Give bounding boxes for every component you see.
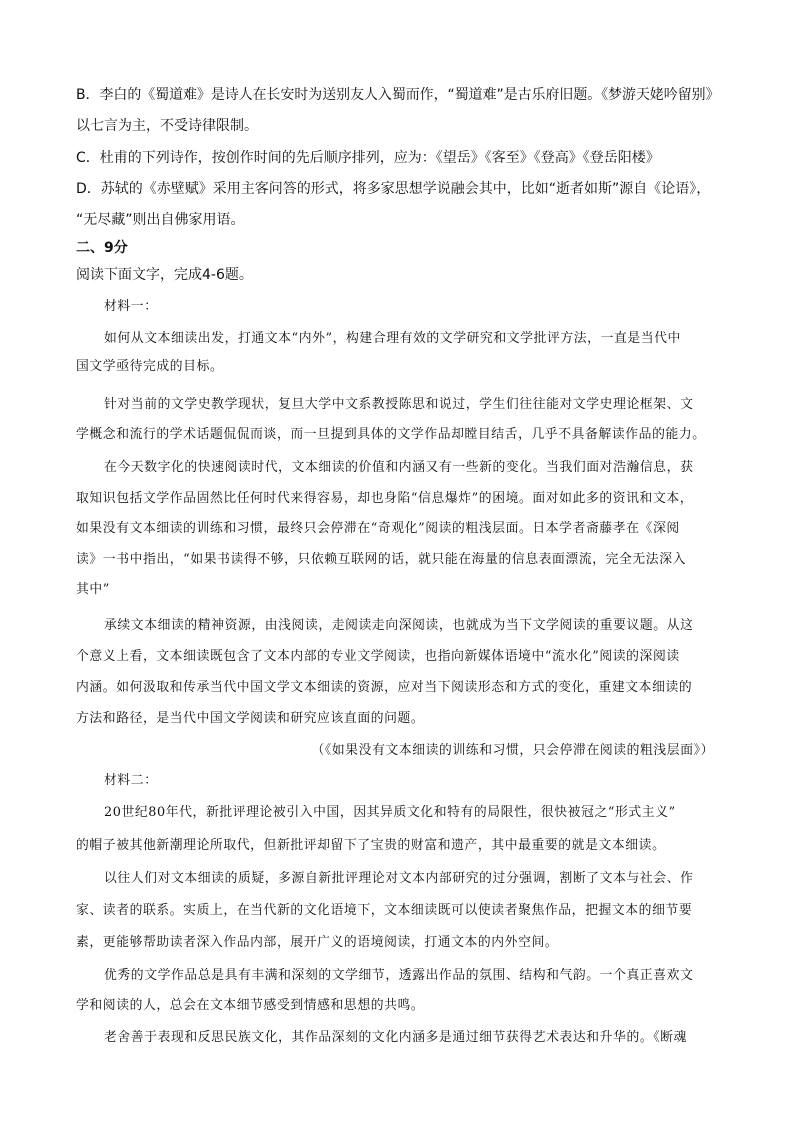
material1-p4-line-1: 承续文本细读的精神资源，由浅阅读，走阅读走向深阅读，也就成为当下文学阅读的重要议题。从这 — [104, 618, 694, 633]
material2-p3-line-1: 优秀的文学作品总是具有丰满和深刻的文学细节，透露出作品的氛围、结构和气韵。一个真正喜欢文 — [104, 968, 694, 983]
material1-p4-line-4: 方法和路径，是当代中国文学阅读和研究应该直面的问题。 — [76, 711, 425, 726]
material2-p3-line-2: 学和阅读的人，总会在文本细节感受到情感和思想的共鸣。 — [76, 998, 425, 1013]
material1-p3-line-4: 读》一书中指出，“如果书读得不够，只依赖互联网的话，就只能在海量的信息表面漂流，完全无法深入 — [76, 552, 687, 567]
material1-p3-line-3: 如果没有文本细读的训练和习惯，最终只会停滞在“奇观化”阅读的粗浅层面。日本学者斋藤孝在《深阅 — [76, 521, 680, 536]
material2-p4-line-1: 老舍善于表现和反思民族文化，其作品深刻的文化内涵多是通过细节获得艺术表达和升华的。《断魂 — [104, 1030, 688, 1045]
option-d-line-1: D．苏轼的《赤壁赋》采用主客问答的形式，将多家思想学说融会其中，比如“逝者如斯”源自《论语》， — [76, 181, 711, 197]
option-b-line-1: B．李白的《蜀道难》是诗人在长安时为送别友人入蜀而作，“蜀道难”是古乐府旧题。《梦游天姥吟留别》 — [76, 87, 720, 103]
material1-p3-line-1: 在今天数字化的快速阅读时代，文本细读的价值和内涵又有一些新的变化。当我们面对浩瀚信息，获 — [104, 460, 694, 475]
material2-p1-line-2: 的帽子被其他新潮理论所取代，但新批评却留下了宝贵的财富和遗产，其中最重要的就是文本细读。 — [76, 838, 666, 853]
option-b-line-2: 以七言为主，不受诗律限制。 — [76, 118, 258, 134]
material1-label: 材料一： — [104, 299, 158, 314]
material2-label: 材料二： — [104, 773, 158, 788]
material2-p2-line-1: 以往人们对文本细读的质疑，多源自新批评理论对文本内部研究的过分强调，割断了文本与社会、作 — [104, 871, 694, 886]
section-heading: 二、9分 — [76, 240, 128, 256]
material1-p2-line-2: 学概念和流行的学术话题侃侃而谈，而一旦提到具体的文学作品却瞠目结舌，几乎不具备解读作品的能力。 — [76, 427, 706, 442]
material1-p1-line-1: 如何从文本细读出发，打通文本“内外”，构建合理有效的文学研究和文学批评方法，一直是当代中 — [104, 331, 681, 346]
material1-p4-line-2: 个意义上看，文本细读既包含了文本内部的专业文学阅读，也指向新媒体语境中“流水化”阅读的深阅读 — [76, 649, 680, 664]
section-instruction: 阅读下面文字，完成4-6题。 — [76, 267, 253, 283]
material2-p1-line-1: 20世纪80年代，新批评理论被引入中国，因其异质文化和特有的局限性，很快被冠之“形式主义” — [104, 805, 676, 820]
material1-p3-line-2: 取知识包括文学作品固然比任何时代来得容易，却也身陷“信息爆炸”的困境。面对如此多的资讯和文本， — [76, 491, 694, 506]
material1-p1-line-2: 国文学亟待完成的目标。 — [76, 359, 224, 374]
material1-source: （《如果没有文本细读的训练和习惯，只会停滞在阅读的粗浅层面》） — [311, 743, 714, 758]
material2-p2-line-2: 家、读者的联系。实质上，在当代新的文化语境下，文本细读既可以使读者聚焦作品，把握文本的细节要 — [76, 903, 693, 918]
option-d-line-2: “无尽藏”则出自佛家用语。 — [76, 212, 245, 228]
option-c-line-1: C．杜甫的下列诗作，按创作时间的先后顺序排列，应为：《望岳》《客至》《登高》《登岳阳楼》 — [76, 150, 660, 166]
material1-p2-line-1: 针对当前的文学史教学现状，复旦大学中文系教授陈思和说过，学生们往往能对文学史理论框架、文 — [104, 397, 694, 412]
material1-p3-line-5: 其中” — [76, 582, 110, 597]
material1-p4-line-3: 内涵。如何汲取和传承当代中国文学文本细读的资源，应对当下阅读形态和方式的变化，重建文本细读的 — [76, 680, 693, 695]
material2-p2-line-3: 素，更能够帮助读者深入作品内部，展开广义的语境阅读，打通文本的内外空间。 — [76, 935, 559, 950]
